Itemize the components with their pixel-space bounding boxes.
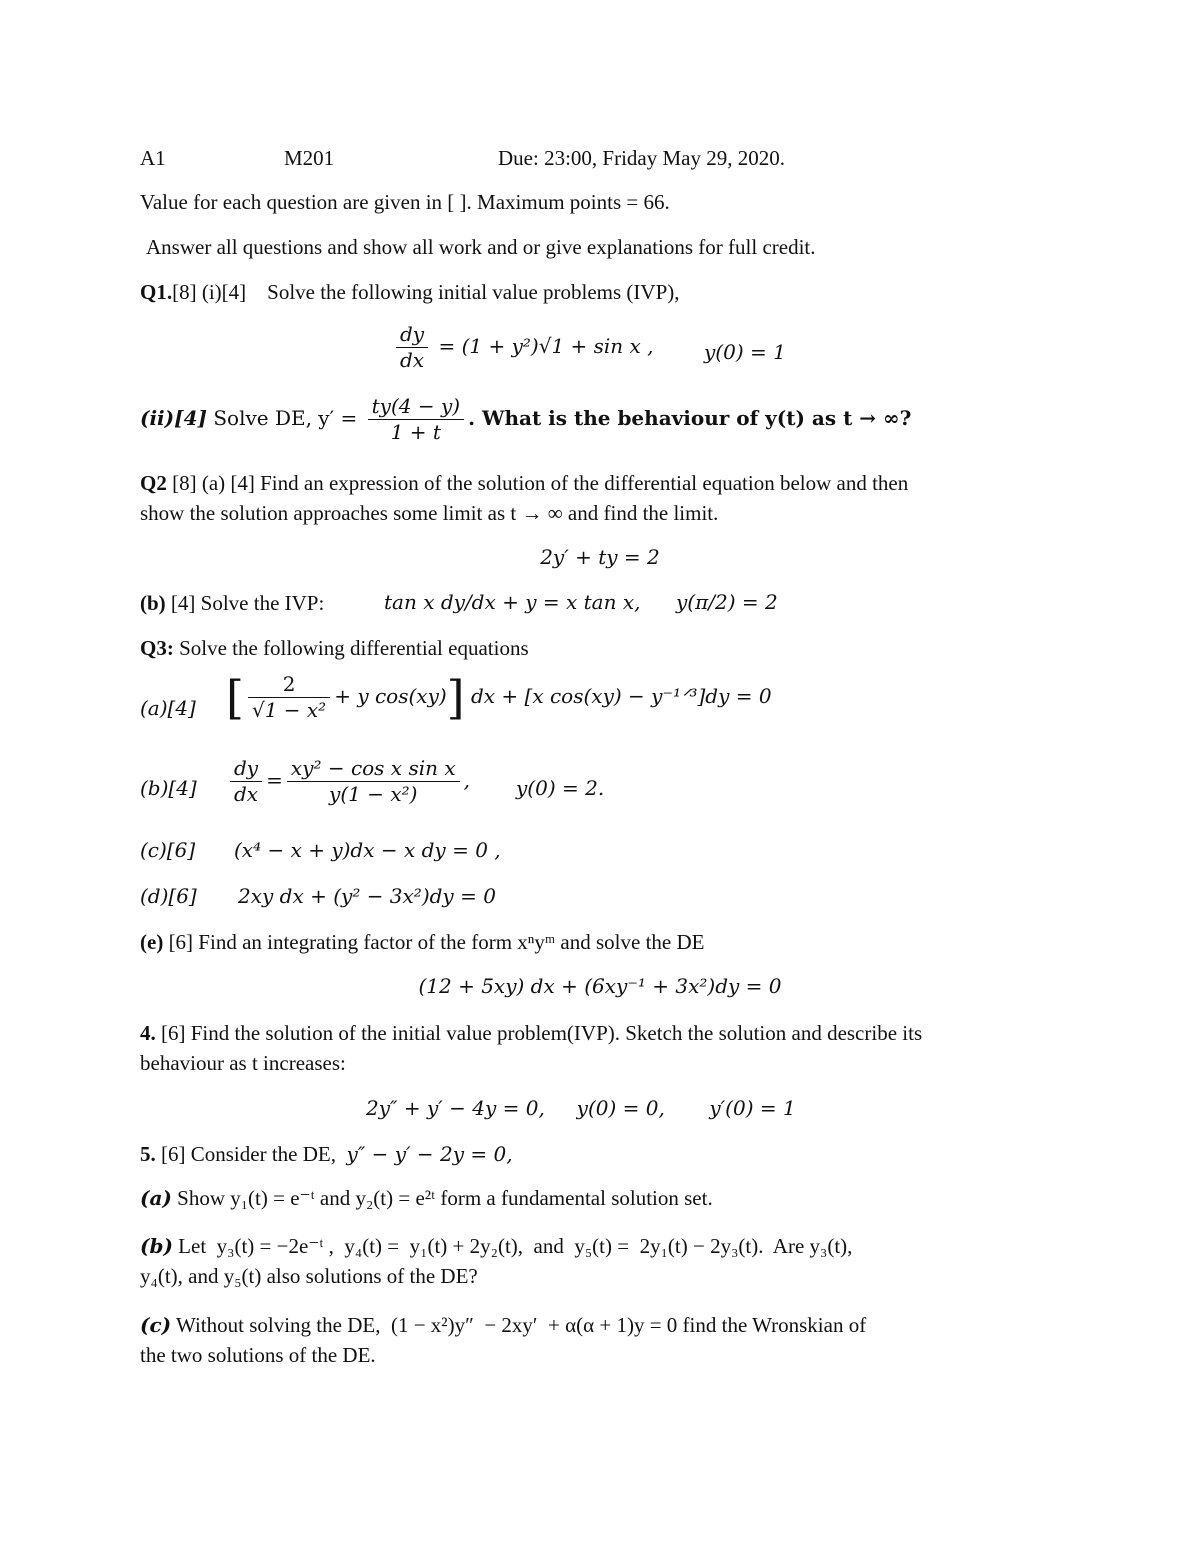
q4-label: 4. [140,1021,156,1045]
q3-b-fraction-2-den: y(1 − x²) [329,782,418,806]
q4-line-1 [140,1020,922,1046]
q2-line-1 [140,470,908,496]
q2-text-a1: Find an expression of the solution of the differential equation below and then [260,471,909,495]
q3-a-fraction-num: 2 [248,672,330,698]
q2-b-text: [4] Solve the IVP: [170,591,325,615]
q3-a-close-bracket: ] [446,670,465,725]
q3-e-label: (e) [140,930,164,954]
q2-equation-b-ic: y(π/2) = 2 [676,590,778,614]
q3-b-equation: $\frac{dy}{dx}$ = $\frac{\text{xy² − cos x sin x}}{\text{y(1 − x²)}}$ , [226,756,470,807]
q1-fraction-den: dx [400,348,425,372]
q1-marks: [8] (i)[4] [172,280,247,304]
q2-text-a2: show the solution approaches some limit as t → ∞ and find the limit. [140,501,719,525]
q5-b-text-2: y₄(t), and y₅(t) also solutions of the DE? [140,1264,478,1288]
q5-c-text-2: the two solutions of the DE. [140,1343,376,1367]
q5-a-text: Show y₁(t) = e⁻ᵗ and y₂(t) = e²ᵗ form a fundamental solution set. [177,1186,713,1210]
q1-initial-condition: y(0) = 1 [704,340,786,364]
q3-e-equation: (12 + 5xy) dx + (6xy⁻¹ + 3x²)dy = 0 [418,974,782,998]
q3-a-rest-2: dx + [x cos(xy) − y⁻¹ᐟ³]dy = 0 [470,684,772,708]
intro-line-2: Answer all questions and show all work and or give explanations for full credit. [146,235,816,259]
q1-heading [140,279,680,305]
q1-ii-solve: Solve DE, y′ = [213,406,358,430]
q3-heading [140,635,529,661]
q3-a-fraction [248,672,330,723]
assignment-id: A1 [140,146,166,170]
q3-d-label: (d)[6] [140,884,197,908]
intro-line-1: Value for each question are given in [ ]. Maximum points = 66. [140,190,670,214]
q3-b-label: (b)[4] [140,776,197,800]
q3-d-equation: 2xy dx + (y² − 3x²)dy = 0 [238,884,496,908]
due-date: Due: 23:00, Friday May 29, 2020. [498,146,785,170]
q4-text-1: [6] Find the solution of the initial value problem(IVP). Sketch the solution and describe its [161,1021,923,1045]
q4-text-2: behaviour as t increases: [140,1051,346,1075]
q1-prompt: Solve the following initial value problems (IVP), [267,280,680,304]
q1-ii-question: . What is the behaviour of y(t) as t → ∞? [468,406,912,430]
q5-c-label: (c) [140,1313,172,1337]
q2-equation-a: 2y′ + ty = 2 [540,545,660,569]
q3-a-equation [226,672,772,723]
q2-label: Q2 [140,471,167,495]
q3-b-fraction-1-den: dx [234,782,259,806]
q3-a-rest-1: + y cos(xy) [334,684,447,708]
q5-a-line [140,1185,713,1211]
q5-b-text-1: Let y₃(t) = −2e⁻ᵗ , y₄(t) = y₁(t) + 2y₂(t), and y₅(t) = 2y₁(t) − 2y₃(t). Are y₃(t), [178,1234,853,1258]
q1-equation-rhs: = (1 + y²)√1 + sin x , [438,334,654,358]
q1-ii-equation [140,394,911,445]
q3-e-text: [6] Find an integrating factor of the form xⁿyᵐ and solve the DE [168,930,705,954]
q2-equation-b: tan x dy/dx + y = x tan x, [384,590,641,614]
course-code: M201 [284,146,335,170]
q2-b-label: (b) [140,591,166,615]
q1-ii-marks: (ii)[4] [140,406,207,430]
q5-label: 5. [140,1142,156,1166]
q3-label: Q3: [140,636,174,660]
q1-equation [392,322,654,373]
q5-text: [6] Consider the DE, [161,1142,336,1166]
q3-b-fraction-2 [287,756,460,807]
q3-b-fraction-1-num: dy [230,756,262,782]
q3-b-fraction-2-num: xy² − cos x sin x [287,756,460,782]
q3-b-fraction-1 [230,756,262,807]
q1-label: Q1. [140,280,173,304]
q3-a-fraction-den: √1 − x² [251,698,327,722]
q5-b-label: (b) [140,1234,173,1258]
q5-b-line-1 [140,1233,852,1259]
q5-a-label: (a) [140,1186,172,1210]
q4-equation: 2y″ + y′ − 4y = 0, y(0) = 0, y′(0) = 1 [366,1096,796,1120]
q3-c-equation: (x⁴ − x + y)dx − x dy = 0 , [234,838,501,862]
q5-c-text-1: Without solving the DE, (1 − x²)y″ − 2xy′ + α(α + 1)y = 0 find the Wronskian of [175,1313,867,1337]
q1-fraction-num: dy [396,322,428,348]
q3-b-initial-condition: y(0) = 2. [516,776,605,800]
q2-marks: [8] (a) [4] [172,471,255,495]
q3-prompt: Solve the following differential equations [179,636,529,660]
q5-c-line-1 [140,1312,866,1338]
q1-ii-fraction-num: ty(4 − y) [368,394,464,420]
q1-fraction [396,322,428,373]
q1-ii-fraction [368,394,464,445]
q1-ii-fraction-den: 1 + t [390,420,441,444]
q3-a-open-bracket: [ [226,670,244,725]
q3-e-line [140,929,704,955]
q3-a-label: (a)[4] [140,696,196,720]
q5-equation: y″ − y′ − 2y = 0, [346,1142,513,1166]
q5-line [140,1141,513,1167]
q3-c-label: (c)[6] [140,838,196,862]
q2-b-line [140,590,324,616]
